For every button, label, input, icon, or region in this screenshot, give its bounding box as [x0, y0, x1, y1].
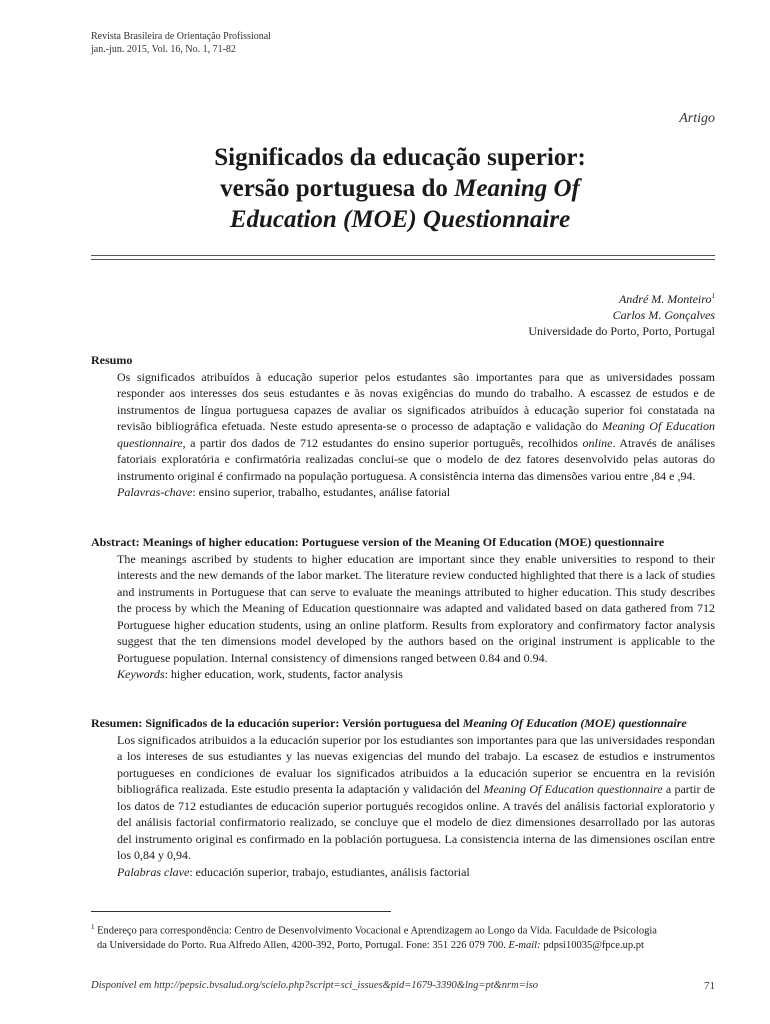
abstract-keywords	[117, 666, 715, 683]
resumen-italic-1: Meaning Of Education questionnaire	[483, 782, 663, 796]
footnote-divider	[91, 911, 391, 912]
resumen-keywords-label: Palabras clave	[117, 864, 190, 879]
author-1-name: André M. Monteiro	[618, 292, 712, 306]
resumo-heading: Resumo	[91, 353, 133, 367]
resumen-heading-plain: Resumen: Significados de la educación superior: Versión portuguesa del	[91, 716, 463, 730]
resumo-body	[91, 369, 715, 501]
resumen-text-1: Los significados atribuidos a la educación superior por los estudiantes son importantes para que las universidades respondan a los intereses de sus estudiantes y las nuevas exigencias del mundo del trabajo. La escasez de estudios e instrumentos portugueses en condiciones de evaluar los significados atribuidos a la educación superior se encuentra en la revisión bibliográfica realizada. Este estudio presenta la adaptación y validación del	[117, 732, 715, 796]
abstract-keywords-text: : higher education, work, students, factor analysis	[164, 667, 403, 681]
author-1	[528, 288, 715, 307]
resumen-text-2: a partir de los datos de 712 estudiantes de educación superior portugués recogidos online. A través del análisis factorial exploratorio y del análisis factorial confirmatorio realizado, se concluye que el modelo de diez dimensiones desarrollado por las autoras del instrumento original es confirmado en la población portuguesa. La consistencia interna de las dimensiones oscilan entre los 0,84 y 0,94.	[117, 782, 715, 862]
footnote-mark: 1	[91, 923, 95, 931]
title-rule-bottom	[91, 259, 715, 260]
footnote-line-2	[91, 939, 715, 953]
resumo-keywords-text: : ensino superior, trabalho, estudantes, análise fatorial	[192, 485, 451, 499]
resumo-italic-2: online	[582, 435, 613, 450]
footnote-text: Endereço para correspondência: Centro de Desenvolvimento Vocacional e Aprendizagem ao Longo da Vida. Faculdade de Psicologia	[94, 925, 657, 937]
title-line-1: Significados da educação superior:	[214, 144, 586, 171]
title-line-3-italic: Education (MOE) Questionnaire	[229, 206, 571, 233]
abstract-heading: Abstract: Meanings of higher education: Portuguese version of the Meaning Of Education (MOE) questionnaire	[91, 535, 665, 549]
title-rule-top	[91, 255, 715, 256]
availability-link[interactable]: Disponível em http://pepsic.bvsalud.org/scielo.php?script=sci_issues&pid=1679-3390&lng=pt&nrm=iso	[91, 980, 539, 991]
affiliation: Universidade do Porto, Porto, Portugal	[528, 324, 715, 338]
footnote-email: pdpsi10035@fpce.up.pt	[540, 939, 644, 951]
correspondence-footnote	[91, 920, 715, 953]
resumen-body	[91, 732, 715, 881]
title-line-2-italic: Meaning Of	[454, 175, 580, 202]
author-block	[528, 288, 715, 339]
footnote-line-1	[91, 920, 715, 939]
journal-issue: jan.-jun. 2015, Vol. 16, No. 1, 71-82	[91, 44, 236, 55]
author-1-footnote-mark: 1	[711, 292, 715, 300]
abstract-text: The meanings ascribed by students to higher education are important since they enable universities to respond to their interests and the new demands of the labor market. The literature review conducted highlighted that there is a lack of studies and instruments in Portuguese that can serve to evaluate the meanings attributed to higher education. This study describes the process by which the Meaning of Education questionnaire was adapted and validated based on data gathered from 712 Portuguese higher education students, using an online platform. Results from exploratory and confirmatory factor analysis suggest that the ten dimensions model developed by the authors based on the original instrument is applicable to the Portuguese population. Internal consistency of dimensions ranged between 0.84 and 0.94.	[117, 551, 715, 665]
footnote-email-label: E-mail:	[508, 939, 541, 951]
resumen-keywords	[117, 864, 715, 881]
author-2: Carlos M. Gonçalves	[612, 308, 715, 322]
title-line-3	[120, 204, 680, 235]
article-type-label: Artigo	[679, 111, 715, 126]
resumen-heading	[91, 715, 715, 732]
resumo-text-1: Os significados atribuídos à educação superior pelos estudantes são importantes para que as universidades possam responder aos interesses dos seus estudantes e às novas exigências do mundo do trabalho. A escassez de estudos e de instrumentos de língua portuguesa capazes de avaliar os significados atribuídos à educação superior foi constatada na revisão bibliográfica efetuada. Neste estudo apresenta-se o processo de adaptação e validação do	[117, 369, 715, 433]
title-line-2	[120, 173, 680, 204]
resumo-text-2: , a partir dos dados de 712 estudantes do ensino superior português, recolhidos	[182, 435, 583, 450]
resumen-keywords-text: : educación superior, trabajo, estudiantes, análisis factorial	[189, 864, 470, 879]
resumen-heading-italic: Meaning Of Education (MOE) questionnaire	[462, 716, 687, 730]
title-line-2-plain: versão portuguesa do	[220, 175, 455, 202]
resumo-section	[91, 352, 715, 501]
journal-header	[91, 30, 271, 56]
page-number: 71	[704, 980, 715, 992]
abstract-keywords-label: Keywords	[117, 667, 165, 681]
footnote-cont: da Universidade do Porto. Rua Alfredo Allen, 4200-392, Porto, Portugal. Fone: 351 226 079 700.	[97, 939, 509, 951]
abstract-section	[91, 534, 715, 683]
resumo-italic-1: Meaning Of Education questionnaire	[117, 419, 716, 450]
article-title	[120, 142, 680, 235]
journal-name: Revista Brasileira de Orientação Profissional	[91, 31, 271, 42]
resumen-section	[91, 715, 715, 880]
abstract-body	[91, 551, 715, 683]
resumo-text-3: . Através de análises fatoriais exploratória e confirmatória realizadas conclui-se que o modelo de dez fatores desenvolvido pelas autoras do instrumento original é confirmado na população portuguesa. A consistência interna das dimensões variou entre ,84 e ,94.	[117, 435, 715, 483]
resumo-keywords	[117, 484, 715, 501]
resumo-keywords-label: Palavras-chave	[117, 485, 193, 499]
